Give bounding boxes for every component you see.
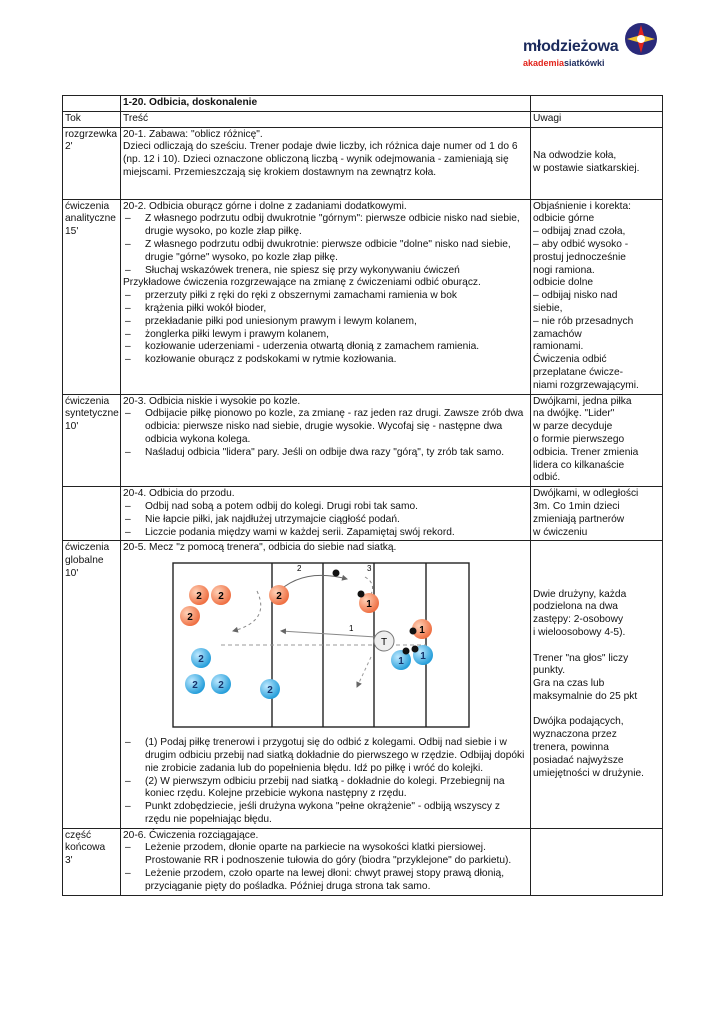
exercise-subintro: Przykładowe ćwiczenia rozgrzewające na zmianę z ćwiczeniami odbić oburącz. [123, 277, 481, 289]
pass-arrow [281, 631, 376, 637]
list-item: – (1) Podaj piłkę trenerowi i przygotuj się do odbić z kolegami. Odbij nad siebie i w drugim odbiciu przebij nad siatką dokładnie do pierwszego w rzędzie. Odbijaj dopóki nie zrobicie zadania lub do popełnienia błędu. Idź po piłkę i wróć do kolejki. [123, 737, 528, 775]
exercise-content [121, 487, 531, 541]
ball [358, 591, 365, 598]
player-label: 2 [198, 654, 204, 666]
list-item: – Nie łapcie piłki, jak najdłużej utrzymajcie ciągłość podań. [123, 514, 528, 527]
exercise-content [121, 828, 531, 895]
logo-emblem-icon [624, 22, 658, 56]
exercise-content [121, 541, 531, 828]
academy-logo [520, 18, 660, 68]
orange-team [180, 585, 432, 639]
blue-team [185, 645, 433, 699]
exercise-list [123, 290, 528, 367]
exercise-list [123, 737, 528, 827]
row-stage: część końcowa 3' [63, 828, 121, 895]
player-label: 2 [196, 591, 202, 603]
player-label: 2 [218, 591, 224, 603]
exercise-intro: 20-6. Ćwiczenia rozciągające. [123, 829, 259, 841]
list-item: – kozłowanie oburącz z podskokami w rytmie kozłowania. [123, 354, 528, 367]
column-header-tok: Tok [63, 111, 121, 127]
list-item: – Odbij nad sobą a potem odbij do kolegi. Drugi robi tak samo. [123, 501, 528, 514]
list-item: – przerzuty piłki z ręki do ręki z obszernymi zamachami ramienia w bok [123, 290, 528, 303]
empty-cell [63, 487, 121, 541]
ball [410, 628, 417, 635]
exercise-text: 20-1. Zabawa: "oblicz różnicę". Dzieci odliczają do sześciu. Trener podaje dwie liczby, ich różnica daje numer od 1 do 6 (np. 12 i 10). Dzieci oznaczone obliczoną liczbą - wynik odejmowania - zamieniają się miejscami. Przemieszczają się krokiem dostawnym na zewnątrz koła. [121, 127, 531, 199]
list-item: – Punkt zdobędziecie, jeśli drużyna wykona "pełne okrążenie" - odbiją wszyscy z rzędu nie popełniając błędu. [123, 801, 528, 827]
list-item: – żonglerka piłki lewym i prawym kolanem, [123, 329, 528, 342]
pass-arrow [233, 591, 261, 631]
list-item: – Liczcie podania między wami w każdej serii. Zapamiętaj swój rekord. [123, 527, 528, 540]
exercise-notes: Dwójkami, jedna piłka na dwójkę. "Lider" w parze decyduje o formie pierwszego odbicia. Trener zmienia lidera co kilkanaście odbić. [531, 394, 663, 487]
list-item: – (2) W pierwszym odbiciu przebij nad siatką - dokładnie do kolegi. Przebiegnij na koniec rzędu. Kolejne przebicie wykona następny z rzędu. [123, 776, 528, 802]
ball [412, 646, 419, 653]
player-label: 1 [398, 656, 404, 668]
player-label: 1 [366, 599, 372, 611]
logo-line-1: młodzieżowa [523, 38, 619, 55]
list-item: – Leżenie przodem, dłonie oparte na parkiecie na wysokości klatki piersiowej. Prostowanie RR i podnoszenie tułowia do góry (biodra "przyklejone" do parkietu). [123, 842, 528, 868]
exercise-list [123, 408, 528, 459]
player-label: 1 [419, 625, 425, 637]
ball [403, 648, 410, 655]
exercise-notes: Objaśnienie i korekta: odbicie górne – odbijaj znad czoła, – aby odbić wysoko - prostuj jednocześnie nogi ramiona. odbicie dolne – odbijaj nisko nad siebie, – nie rób przesadnych zamachów ramionami. Ćwiczenia odbić przeplatane ćwicze- niami rozgrzewającymi. [531, 199, 663, 394]
trainer-label: T [380, 637, 388, 649]
list-item: – Leżenie przodem, czoło oparte na lewej dłoni: chwyt prawej stopy prawą dłonią, przyciąganie pięty do pośladka. Później druga strona tak samo. [123, 868, 528, 894]
arrow-label: 3 [367, 564, 372, 574]
row-stage: ćwiczenia globalne 10' [63, 541, 121, 828]
exercise-intro: 20-5. Mecz "z pomocą trenera", odbicia do siebie nad siatką. [123, 542, 397, 554]
list-item: – przekładanie piłki pod uniesionym prawym i lewym kolanem, [123, 316, 528, 329]
pass-arrow [357, 657, 371, 687]
exercise-content [121, 394, 531, 487]
arrow-label: 2 [297, 564, 302, 574]
logo-line-2: akademiasiatkówki [523, 58, 605, 68]
player-label: 2 [218, 680, 224, 692]
lesson-title: 1-20. Odbicia, doskonalenie [121, 96, 531, 112]
exercise-notes: Dwójkami, w odległości 3m. Co 1min dzieci zmieniają partnerów w ćwiczeniu [531, 487, 663, 541]
list-item: – Z własnego podrzutu odbij dwukrotnie: pierwsze odbicie "dolne" nisko nad siebie, drugie "górne" wysoko, po kozle złap piłkę. [123, 239, 528, 265]
player-label: 2 [192, 680, 198, 692]
column-header-uwagi: Uwagi [531, 111, 663, 127]
player-label: 2 [276, 591, 282, 603]
exercise-intro: 20-3. Odbicia niskie i wysokie po kozle. [123, 395, 301, 407]
list-item: – Z własnego podrzutu odbij dwukrotnie "górnym": pierwsze odbicie nisko nad siebie, drugie wysoko, po kozle złap piłkę. [123, 213, 528, 239]
player-label: 2 [267, 685, 273, 697]
arrow-label: 1 [349, 624, 354, 634]
exercise-intro: 20-2. Odbicia oburącz górne i dolne z zadaniami dodatkowymi. [123, 200, 407, 212]
column-header-tresc: Treść [121, 111, 531, 127]
exercise-list [123, 213, 528, 277]
empty-cell [531, 96, 663, 112]
list-item: – Słuchaj wskazówek trenera, nie spiesz się przy wykonywaniu ćwiczeń [123, 265, 528, 278]
list-item: – Naśladuj odbicia "lidera" pary. Jeśli on odbije dwa razy "górą", ty zrób tak samo. [123, 447, 528, 460]
row-stage: ćwiczenia syntetyczne 10' [63, 394, 121, 487]
empty-cell [63, 96, 121, 112]
exercise-notes: Dwie drużyny, każda podzielona na dwa zastępy: 2-osobowy i wieloosobowy 4-5). Trener "na głos" liczy punkty. Gra na czas lub maksymalnie do 25 pkt Dwójka podających, wyznaczona przez trenera, powinna posiadać najwyższe umiejętności w drużynie. [531, 541, 663, 828]
list-item: – krążenia piłki wokół bioder, [123, 303, 528, 316]
court-diagram [171, 561, 471, 729]
exercise-list [123, 501, 528, 539]
row-stage: rozgrzewka 2' [63, 127, 121, 199]
exercise-notes: Na odwodzie koła, w postawie siatkarskiej. [531, 127, 663, 199]
row-stage: ćwiczenia analityczne 15' [63, 199, 121, 394]
lesson-table [62, 95, 663, 896]
exercise-list [123, 842, 528, 893]
player-label: 1 [420, 651, 426, 663]
player-label: 2 [187, 612, 193, 624]
exercise-intro: 20-4. Odbicia do przodu. [123, 488, 235, 500]
exercise-content [121, 199, 531, 394]
ball [333, 570, 340, 577]
empty-cell [531, 828, 663, 895]
list-item: – Odbijacie piłkę pionowo po kozle, za zmianę - raz jeden raz drugi. Zawsze zrób dwa odbicia: pierwsze nisko nad siebie, drugie wysokie. Wycofaj się - następne dwa odbicia wykona kolega. [123, 408, 528, 446]
list-item: – kozłowanie uderzeniami - uderzenia otwartą dłonią z zamachem ramienia. [123, 341, 528, 354]
